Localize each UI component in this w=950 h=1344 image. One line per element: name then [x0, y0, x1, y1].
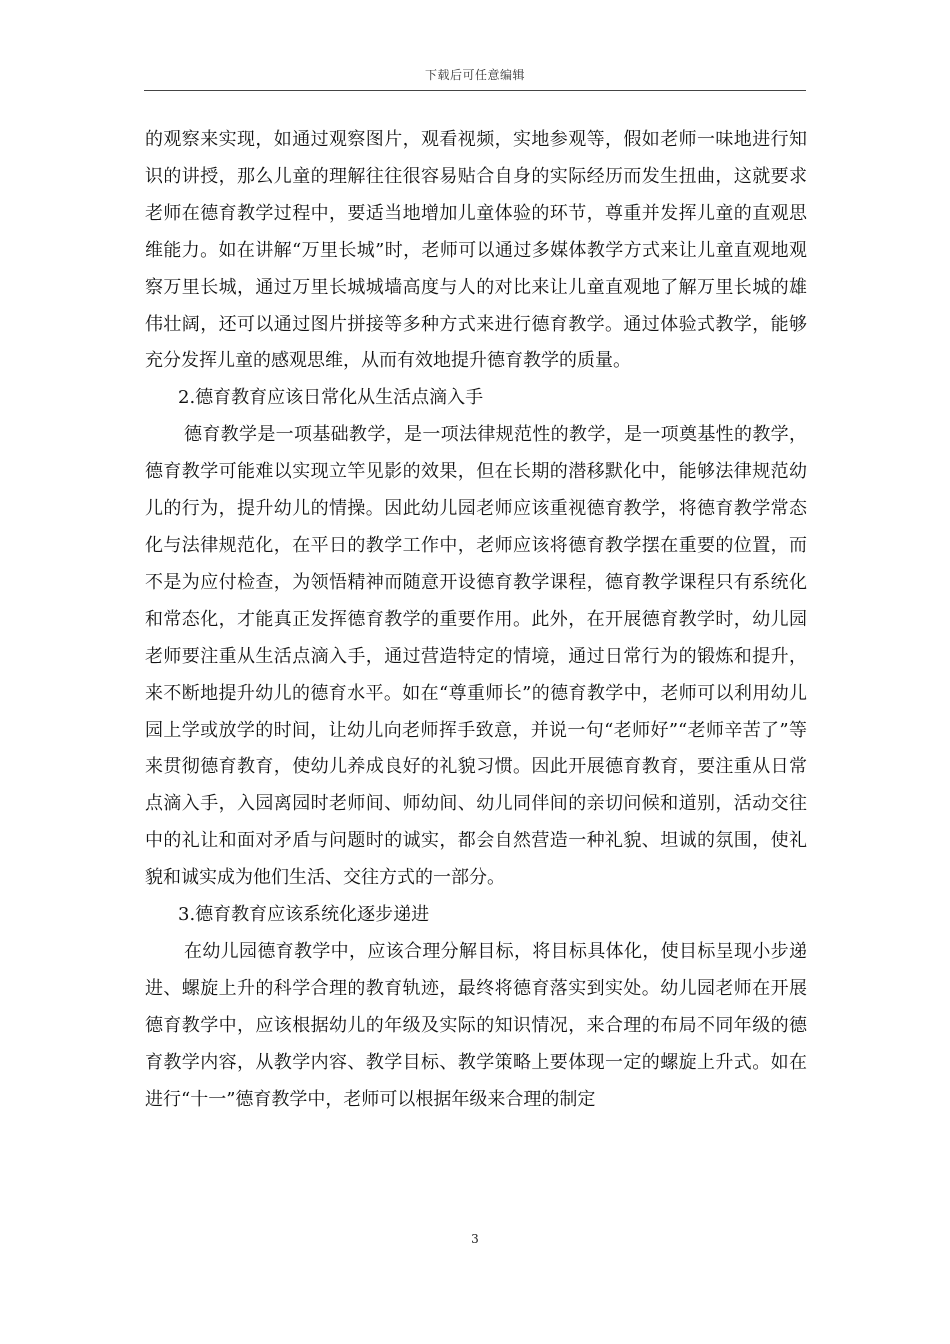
paragraph-continuation: 的观察来实现，如通过观察图片，观看视频，实地参观等，假如老师一味地进行知识的讲授，那么儿童的理解往往很容易贴合自身的实际经历而发生扭曲，这就要求老师在德育教学过程中，要适当地增加儿童体验的环节，尊重并发挥儿童的直观思维能力。如在讲解“万里长城”时，老师可以通过多媒体教学方式来让儿童直观地观察万里长城，通过万里长城城墙高度与人的对比来让儿童直观地了解万里长城的雄伟壮阔，还可以通过图片拼接等多种方式来进行德育教学。通过体验式教学，能够充分发挥儿童的感观思维，从而有效地提升德育教学的质量。	[145, 129, 807, 372]
page-header: 下载后可任意编辑	[424, 68, 525, 82]
section-heading-3: 3.德育教育应该系统化逐步递进	[178, 904, 430, 926]
paragraph-section-3: 在幼儿园德育教学中，应该合理分解目标，将目标具体化，使目标呈现小步递进、螺旋上升的科学合理的教育轨迹，最终将德育落实到实处。幼儿园老师在开展德育教学中，应该根据幼儿的年级及实际的知识情况，来合理的布局不同年级的德育教学内容，从教学内容、教学目标、教学策略上要体现一定的螺旋上升式。如在进行“十一”德育教学中，老师可以根据年级来合理的制定	[145, 940, 807, 1110]
header-divider	[144, 90, 806, 91]
document-body	[145, 122, 807, 1118]
section-heading-2: 2.德育教育应该日常化从生活点滴入手	[178, 387, 484, 409]
page-number: 3	[471, 1232, 479, 1246]
paragraph-section-2: 德育教学是一项基础教学，是一项法律规范性的教学，是一项奠基性的教学，德育教学可能难以实现立竿见影的效果，但在长期的潜移默化中，能够法律规范幼儿的行为，提升幼儿的情操。因此幼儿园老师应该重视德育教学，将德育教学常态化与法律规范化，在平日的教学工作中，老师应该将德育教学摆在重要的位置，而不是为应付检查，为领悟精神而随意开设德育教学课程，德育教学课程只有系统化和常态化，才能真正发挥德育教学的重要作用。此外，在开展德育教学时，幼儿园老师要注重从生活点滴入手，通过营造特定的情境，通过日常行为的锻炼和提升，来不断地提升幼儿的德育水平。如在“尊重师长”的德育教学中，老师可以利用幼儿园上学或放学的时间，让幼儿向老师挥手致意，并说一句“老师好”“老师辛苦了”等来贯彻德育教育，使幼儿养成良好的礼貌习惯。因此开展德育教育，要注重从日常点滴入手，入园离园时老师间、师幼间、幼儿同伴间的亲切问候和道别，活动交往中的礼让和面对矛盾与问题时的诚实，都会自然营造一种礼貌、坦诚的氛围，使礼貌和诚实成为他们生活、交往方式的一部分。	[145, 424, 807, 889]
